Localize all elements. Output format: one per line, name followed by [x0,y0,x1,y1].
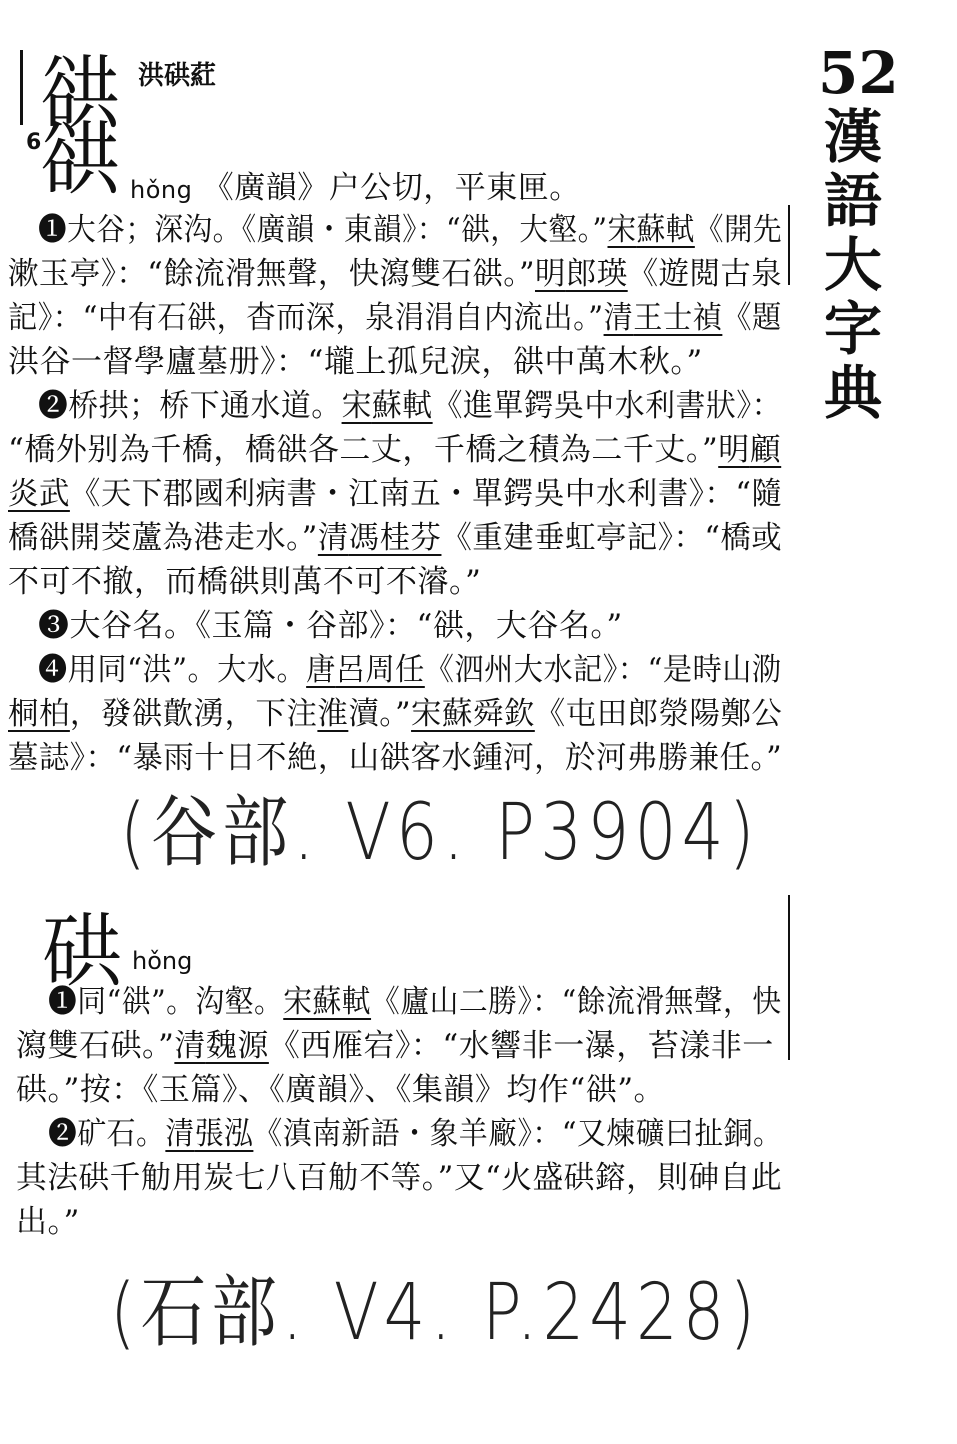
title-char-3: 大 [823,231,882,299]
author: 馮桂芬 [348,520,442,556]
dynasty: 宋 [341,388,372,424]
text: ❷矿石。 [48,1116,166,1152]
entry-1-line-11 [38,650,782,690]
entry-2-line-1 [48,982,782,1022]
dynasty: 清 [603,300,634,336]
dynasty: 宋 [607,212,637,248]
entry-1-pron: 《廣韻》户公切，平東匣。 [202,170,581,206]
text: 《廬山二勝》：“餘流滑無聲，快 [371,984,782,1020]
author: 炎武 [8,476,70,512]
entry-1-line-10: ❸大谷名。《玉篇・谷部》：“谼，大谷名。” [38,608,623,644]
title-char-5: 典 [823,359,882,427]
dynasty: 清 [174,1028,206,1064]
entry-1-line-9: 不可不撤，而橋谼則萬不可不濬。” [8,564,482,600]
title-char-2: 語 [823,167,882,235]
entry-1-line-5 [38,386,782,426]
text: 瀉雙石硔。” [16,1028,175,1064]
entry-2-handwritten-note: (石部. V4. P.2428) [110,1268,761,1358]
left-margin-rule [20,50,23,125]
text: 《進單鍔吳中水利書狀》： [432,388,782,424]
entry-2-line-3: 硔。”按：《玉篇》、《廣韻》、《集韻》均作“谼”。 [16,1072,666,1108]
text: 瀆。” [348,696,412,732]
author: 蘇軾 [312,984,372,1020]
text: 《題 [722,300,782,336]
text: “橋外别為千橋，橋谼各二丈，千橋之積為二千丈。” [8,432,719,468]
text: ❷桥拱；桥下通水道。 [38,388,342,424]
text: 《滇南新語・象羊廠》：“又煉礦曰扯銅。 [253,1116,783,1152]
dictionary-side-title [818,39,899,427]
entry-1-line-3 [8,298,782,338]
text: 《重建垂虹亭記》：“橋或 [441,520,783,556]
author: 呂周任 [335,652,425,688]
entry-1-line-13: 墓誌》：“暴雨十日不絶，山谼客水鍾河，於河弗勝兼任。” [8,740,783,776]
text: ❶同“谼”。沟壑。 [48,984,284,1020]
dynasty: 宋 [411,696,442,732]
entry-2-line-4 [48,1114,782,1154]
place-name: 桐柏 [8,696,70,732]
entry-2-pinyin: hǒng [132,947,193,975]
dynasty: 清 [317,520,349,556]
title-char-4: 字 [823,295,882,363]
entry-1-line-8 [8,518,782,558]
entry-1-line-12 [8,694,782,734]
text: 橋谼開茭蘆為港走水。” [8,520,318,556]
text: 《遊閲古泉 [627,256,783,292]
entry-1-line-2 [8,254,782,294]
text: 《屯田郎滎陽鄭公 [534,696,783,732]
dynasty: 明 [534,256,566,292]
text: 《開先 [694,212,783,248]
entry-1-head-char-main: 谼 [40,113,120,206]
place-name: 淮 [317,696,349,732]
entry-1-line-7 [8,474,782,514]
text: ，發谼歕湧，下注 [69,696,318,732]
entry-1-line-6 [8,430,781,470]
author: 顧 [749,432,782,468]
text: 《西雁宕》：“水響非一瀑，苔漾非一 [268,1028,774,1064]
dynasty: 清 [165,1116,195,1152]
entry-2-line-5: 其法硔千觔用炭七八百觔不等。”又“火盛硔鎔，則砷自此 [16,1160,783,1196]
text: 《天下郡國利病書・江南五・單鍔吳中水利書》：“隨 [69,476,783,512]
right-column-rule-1 [788,205,790,285]
entry-1-head-char: 谼 [40,47,120,140]
author: 王士禎 [633,300,723,336]
dynasty: 唐 [306,652,336,688]
text: 記》：“中有石谼，杳而深，泉涓涓自内流出。” [8,300,604,336]
text: ❶大谷；深沟。《廣韻・東韻》：“谼，大壑。” [38,212,608,248]
author: 郎瑛 [565,256,628,292]
entry-1-pron-line [130,168,581,210]
entry-1-handwritten-note: (谷部. V6. P3904) [120,788,760,878]
text: 漱玉亭》：“餘流滑無聲，快瀉雙石谼。” [8,256,535,292]
author: 蘇軾 [371,388,433,424]
text: 《泗州大水記》：“是時山泐 [424,652,782,688]
author: 魏源 [205,1028,269,1064]
text: ❹用同“洪”。大水。 [38,652,307,688]
page-number: 52 [818,39,899,107]
title-char-1: 漢 [823,103,882,171]
entry-1-pinyin: hǒng [130,176,193,204]
right-column-rule-2 [788,895,790,1060]
entry-1-line-1 [38,210,782,250]
entry-1-variants: 洪硔葒 [138,61,217,91]
author: 蘇軾 [636,212,695,248]
entry-1-stroke-count: 6 [26,130,42,155]
entry-2-line-6: 出。” [16,1204,80,1240]
entry-1-line-4: 洪谷一督學廬墓册》：“壠上孤兒淚，谼中萬木秋。” [8,344,703,380]
dynasty: 明 [718,432,750,468]
author: 蘇舜欽 [441,696,535,732]
entry-2-head-char: 硔 [42,905,122,998]
author: 張泓 [194,1116,254,1152]
dynasty: 宋 [283,984,313,1020]
entry-2-line-2 [16,1026,774,1066]
